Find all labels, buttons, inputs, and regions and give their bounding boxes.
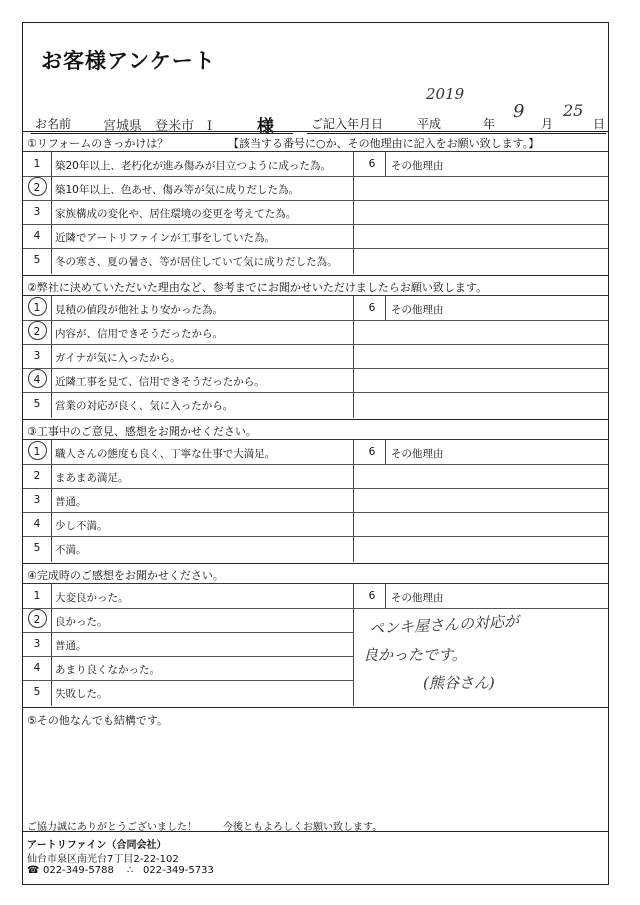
q1-option-1[interactable]: 1 築20年以上、老朽化が進み傷みが目立つように成った為。 bbox=[23, 152, 608, 177]
phone-icon: ☎ bbox=[27, 865, 40, 876]
name-value: 宮城県 登米市 I bbox=[103, 119, 213, 134]
q2-other-label: その他理由 bbox=[391, 304, 444, 316]
q2-option-2[interactable]: 2 内容が、信用できそうだったから。 bbox=[23, 320, 608, 345]
q4-grid bbox=[23, 583, 608, 709]
q1-instruction: 【該当する番号に○か、その他理由に記入をお願い致します。】 bbox=[228, 137, 540, 150]
q3-option-5[interactable]: 5 不満。 bbox=[33, 542, 87, 556]
day-label: 日 bbox=[593, 117, 606, 131]
q5-free-area[interactable] bbox=[23, 707, 608, 834]
honorific: 様 bbox=[257, 117, 274, 137]
handwritten-comment-line3: (熊谷さん) bbox=[423, 674, 495, 692]
date-label: ご記入年月日 bbox=[311, 117, 384, 131]
q3-option-3[interactable]: 3 普通。 bbox=[23, 488, 608, 513]
q5-title: ⑤その他なんでも結構です。 bbox=[27, 714, 168, 727]
handwritten-comment-line1: ペンキ屋さんの対応が bbox=[368, 612, 520, 638]
q3-option-1[interactable]: 1 職人さんの態度も良く、丁寧な仕事で大満足。 bbox=[23, 440, 608, 465]
q3-header bbox=[23, 419, 608, 440]
handwritten-comment-line2: 良かったです。 bbox=[363, 646, 467, 664]
q2-title: ②弊社に決めていただいた理由など、参考までにお聞かせいただけましたらお願い致します。 bbox=[27, 281, 487, 294]
q1-other-label: その他理由 bbox=[391, 160, 444, 172]
regards-text: 今後ともよろしくお願い致します。 bbox=[223, 822, 383, 833]
q1-title: ①リフォームのきっかけは？ bbox=[27, 137, 169, 150]
q4-title: ④完成時のご感想をお聞かせください。 bbox=[27, 569, 224, 582]
q4-option-4[interactable]: 4 あまり良くなかった。 bbox=[23, 656, 353, 681]
month-value: 9 bbox=[513, 101, 525, 122]
q1-other-num: 6 bbox=[368, 158, 376, 170]
q1-option-5[interactable]: 5 冬の寒さ、夏の暑さ、等が居住していて気に成りだした為。 bbox=[33, 254, 338, 268]
survey-sheet bbox=[22, 22, 609, 885]
q4-option-3[interactable]: 3 普通。 bbox=[23, 632, 353, 657]
q2-header bbox=[23, 275, 608, 296]
company-tel: 022-349-5788 bbox=[43, 865, 114, 876]
era-label: 平成 bbox=[417, 117, 442, 131]
q2-option-4[interactable]: 4 近隣工事を見て、信用できそうだったから。 bbox=[23, 368, 608, 393]
q1-option-2[interactable]: 2 築10年以上、色あせ、傷み等が気に成りだした為。 bbox=[23, 176, 608, 201]
month-label: 月 bbox=[541, 117, 554, 131]
year-label: 年 bbox=[483, 117, 496, 131]
q4-header bbox=[23, 563, 608, 584]
q3-option-2[interactable]: 2 まあまあ満足。 bbox=[23, 464, 608, 489]
q2-grid bbox=[23, 295, 608, 421]
q1-header bbox=[23, 131, 608, 152]
thanks-text: ご協力誠にありがとうございました！ bbox=[27, 822, 197, 833]
year-note: 2019 bbox=[426, 85, 465, 103]
page-title: お客様アンケート bbox=[41, 49, 216, 73]
q2-option-1[interactable]: 1 見積の値段が他社より安かった為。 bbox=[23, 296, 608, 321]
q4-other-label: その他理由 bbox=[391, 592, 444, 604]
company-name: アートリファイン（合同会社） bbox=[27, 840, 167, 851]
company-footer bbox=[23, 831, 608, 886]
q3-grid bbox=[23, 439, 608, 565]
q1-option-3[interactable]: 3 家族構成の変化や、居住環境の変更を考えてた為。 bbox=[23, 200, 608, 225]
day-value: 25 bbox=[563, 101, 584, 120]
company-address: 仙台市泉区南光台7丁目2-22-102 bbox=[27, 854, 179, 865]
q3-other-num: 6 bbox=[368, 446, 376, 458]
q3-title: ③工事中のご意見、感想をお聞かせください。 bbox=[27, 425, 257, 438]
q3-other-label: その他理由 bbox=[391, 448, 444, 460]
q1-option-4[interactable]: 4 近隣でアートリファインが工事をしていた為。 bbox=[23, 224, 608, 249]
q2-other-num: 6 bbox=[368, 302, 376, 314]
q4-other-num: 6 bbox=[368, 590, 376, 602]
q2-option-3[interactable]: 3 ガイナが気に入ったから。 bbox=[23, 344, 608, 369]
company-fax: 022-349-5733 bbox=[143, 865, 214, 876]
q4-option-5[interactable]: 5 失敗した。 bbox=[33, 686, 108, 700]
fax-icon: ∴ bbox=[127, 865, 134, 876]
q3-option-4[interactable]: 4 少し不満。 bbox=[23, 512, 608, 537]
q1-grid bbox=[23, 151, 608, 277]
q4-option-2[interactable]: 2 良かった。 bbox=[23, 608, 353, 633]
q2-option-5[interactable]: 5 営業の対応が良く、気に入ったから。 bbox=[33, 398, 234, 412]
q4-option-1[interactable]: 1 大変良かった。 bbox=[23, 584, 353, 609]
name-label: お名前 bbox=[35, 117, 72, 131]
